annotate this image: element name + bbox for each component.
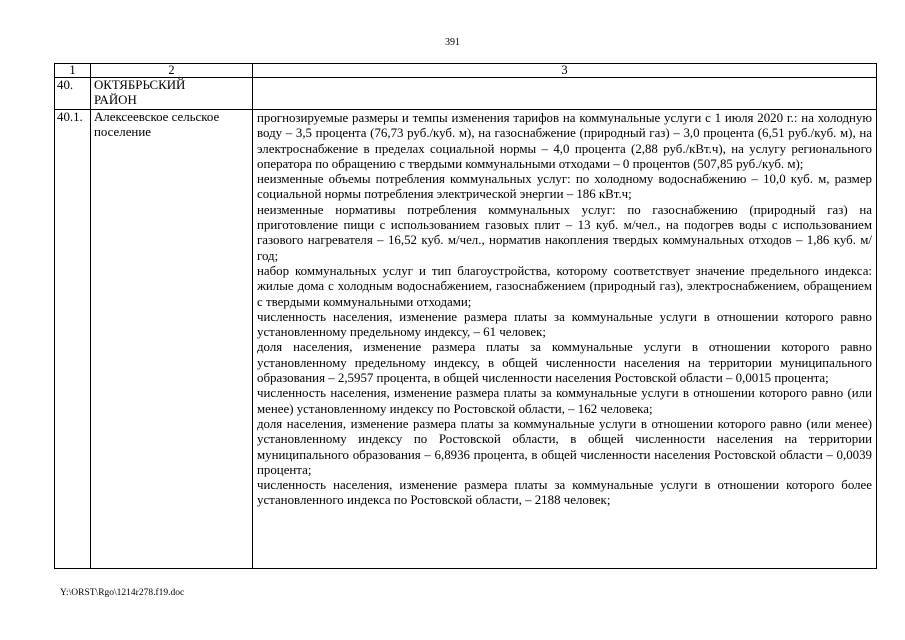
table-header-row	[55, 64, 877, 78]
file-path-footer: Y:\ORST\Rgo\1214r278.f19.doc	[60, 588, 185, 598]
district-name-line1: ОКТЯБРЬСКИЙ	[94, 78, 186, 92]
paragraph-tariffs: прогнозируемые размеры и темпы изменения тарифов на коммунальные услуги с 1 июля 2020 г.: на холодную воду – 3,5 процента (76,73 руб./куб. м), на газоснабжение (природный газ) – 3,0 процента (6,51 руб./куб. м), на электроснабжение в пределах социальной нормы – 4,0 процента (2,88 руб./кВт.ч), на услугу регионального оператора по обращению с твердыми коммунальными отходами – 0 процентов (507,85 руб./куб. м);	[257, 111, 872, 171]
settlement-name-line2: поселение	[94, 125, 151, 140]
paragraph-share-equal: доля населения, изменение размера платы за коммунальные услуги в отношении которого равно установленному предельному индексу, в общей численности населения на территории муниципального образования – 2,5957 процента, в общей численности населения Ростовской области – 0,0015 процента;	[257, 340, 872, 386]
table-row-settlement	[55, 110, 877, 569]
district-name-line2: РАЙОН	[94, 93, 137, 108]
paragraph-consumption-norms: неизменные нормативы потребления коммунальных услуг: по газоснабжению (природный газ) на приготовление пищи с использованием газовых плит – 13 куб. м/чел., на подогрев воды с использованием газового нагревателя – 16,52 куб. м/чел., норматив накопления твердых коммунальных отходов – 1,86 куб. м/год;	[257, 202, 872, 263]
paragraph-population-equal: численность населения, изменение размера платы за коммунальные услуги в отношении которого равно установленному предельному индексу, – 61 человек;	[257, 309, 872, 340]
column-header-2: 2	[91, 64, 253, 78]
district-description	[253, 78, 877, 110]
page-number: 391	[445, 37, 460, 48]
column-header-3: 3	[253, 64, 877, 78]
tariff-table	[54, 63, 877, 569]
settlement-number: 40.1.	[55, 110, 91, 569]
table-row-district	[55, 78, 877, 110]
settlement-name-line1: Алексеевское сельское	[94, 110, 220, 124]
district-name	[91, 78, 253, 110]
column-header-1: 1	[55, 64, 91, 78]
paragraph-consumption-volumes: неизменные объемы потребления коммунальных услуг: по холодному водоснабжению – 10,0 куб. м, размер социальной нормы потребления электрической энергии – 186 кВт.ч;	[257, 172, 872, 202]
district-number: 40.	[55, 78, 91, 110]
paragraph-population-above: численность населения, изменение размера платы за коммунальные услуги в отношении которого более установленного индекса по Ростовской области, – 2188 человек;	[257, 478, 872, 508]
paragraph-population-regional: численность населения, изменение размера платы за коммунальные услуги в отношении которого равно (или менее) установленному индексу по Ростовской области, – 162 человека;	[257, 386, 872, 416]
paragraph-share-regional: доля населения, изменение размера платы за коммунальные услуги в отношении которого равно (или менее) установленному индексу по Ростовской области, в общей численности населения на территории муниципального образования – 6,8936 процента, в общей численности населения Ростовской области – 0,0039 процента;	[257, 416, 872, 477]
paragraph-services-set: набор коммунальных услуг и тип благоустройства, которому соответствует значение предельного индекса: жилые дома с холодным водоснабжением, газоснабжением (природный газ), электроснабжением, обращением с твердыми коммунальными отходами;	[257, 263, 872, 309]
settlement-description-body	[257, 111, 872, 568]
settlement-name	[91, 110, 253, 569]
settlement-description	[253, 110, 877, 569]
